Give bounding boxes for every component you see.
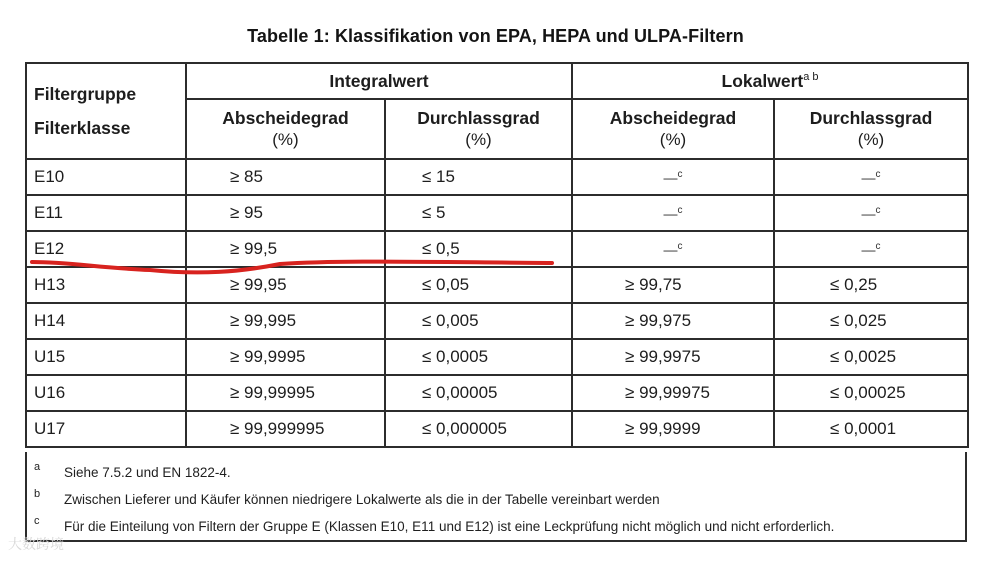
int-durchlassgrad-cell: ≤ 0,5	[385, 231, 572, 267]
int-abscheidegrad-cell: ≥ 99,9995	[186, 339, 385, 375]
int-durchlassgrad-cell: ≤ 0,005	[385, 303, 572, 339]
filter-class-cell: U16	[26, 375, 186, 411]
watermark: 大数跨境	[8, 536, 64, 552]
footnote-text: Zwischen Lieferer und Käufer können niedrigere Lokalwerte als die in der Tabelle vereinbart werden	[64, 492, 660, 507]
col-unit: (%)	[857, 130, 885, 149]
footnote-ref: c	[677, 204, 683, 216]
lok-abscheidegrad-cell: ≥ 99,9975	[572, 339, 774, 375]
dash-value: —	[861, 169, 876, 186]
int-abscheidegrad-cell: ≥ 99,5	[186, 231, 385, 267]
corner-line-filterklasse: Filterklasse	[34, 118, 131, 138]
footnote-mark: b	[34, 488, 41, 500]
table-row	[26, 159, 968, 195]
int-abscheidegrad-cell: ≥ 99,95	[186, 267, 385, 303]
lokalwert-footnote-ref: a b	[803, 70, 819, 83]
footnote-mark: a	[34, 461, 41, 473]
col-header-int-abscheidegrad	[186, 99, 385, 159]
dash-value: —	[663, 241, 678, 258]
int-durchlassgrad-cell: ≤ 5	[385, 195, 572, 231]
col-unit: (%)	[659, 130, 687, 149]
col-label: Abscheidegrad	[222, 108, 349, 128]
lok-abscheidegrad-cell	[572, 159, 774, 195]
lok-abscheidegrad-cell: ≥ 99,9999	[572, 411, 774, 447]
lok-durchlassgrad-cell: ≤ 0,025	[774, 303, 968, 339]
col-unit: (%)	[465, 130, 492, 149]
lok-abscheidegrad-cell: ≥ 99,75	[572, 267, 774, 303]
col-header-lok-abscheidegrad	[572, 99, 774, 159]
footnote-ref: c	[875, 204, 881, 216]
table-row	[26, 339, 968, 375]
dash-value: —	[861, 241, 876, 258]
lok-abscheidegrad-cell	[572, 195, 774, 231]
table-row	[26, 195, 968, 231]
col-unit: (%)	[272, 130, 299, 149]
lok-durchlassgrad-cell: ≤ 0,0025	[774, 339, 968, 375]
table-title: Tabelle 1: Klassifikation von EPA, HEPA und ULPA-Filtern	[247, 26, 744, 46]
int-durchlassgrad-cell: ≤ 15	[385, 159, 572, 195]
int-abscheidegrad-cell: ≥ 99,999995	[186, 411, 385, 447]
filter-class-cell: E10	[26, 159, 186, 195]
int-durchlassgrad-cell: ≤ 0,00005	[385, 375, 572, 411]
dash-value: —	[663, 169, 678, 186]
integralwert-label: Integralwert	[329, 70, 429, 91]
corner-line-filtergruppe: Filtergruppe	[34, 84, 137, 104]
lok-abscheidegrad-cell: ≥ 99,99975	[572, 375, 774, 411]
footnote-mark: c	[34, 515, 40, 527]
footnote-ref: c	[875, 240, 881, 252]
lok-durchlassgrad-cell	[774, 231, 968, 267]
col-header-int-durchlassgrad	[385, 99, 572, 159]
col-label: Durchlassgrad	[809, 108, 933, 128]
footnote-ref: c	[677, 240, 683, 252]
lok-abscheidegrad-cell: ≥ 99,975	[572, 303, 774, 339]
filter-class-cell: E11	[26, 195, 186, 231]
table-row	[26, 267, 968, 303]
filter-class-cell: E12	[26, 231, 186, 267]
dash-value: —	[663, 205, 678, 222]
int-durchlassgrad-cell: ≤ 0,0005	[385, 339, 572, 375]
filter-class-cell: H14	[26, 303, 186, 339]
lok-durchlassgrad-cell: ≤ 0,00025	[774, 375, 968, 411]
footnote-text: Siehe 7.5.2 und EN 1822-4.	[64, 465, 231, 480]
corner-header	[26, 63, 186, 159]
lok-durchlassgrad-cell	[774, 195, 968, 231]
dash-value: —	[861, 205, 876, 222]
col-header-lok-durchlassgrad	[774, 99, 968, 159]
table-row	[26, 231, 968, 267]
footnote-ref: c	[875, 168, 881, 180]
table-row	[26, 411, 968, 447]
int-abscheidegrad-cell: ≥ 99,995	[186, 303, 385, 339]
lok-durchlassgrad-cell	[774, 159, 968, 195]
col-label: Durchlassgrad	[417, 108, 540, 128]
footnote-text: Für die Einteilung von Filtern der Gruppe E (Klassen E10, E11 und E12) ist eine Leckprüfung nicht möglich und nicht erforderlich.	[64, 519, 835, 534]
classification-table	[25, 62, 967, 448]
filter-class-cell: U17	[26, 411, 186, 447]
footnote-ref: c	[677, 168, 683, 180]
group-header-integralwert	[186, 63, 572, 99]
int-durchlassgrad-cell: ≤ 0,000005	[385, 411, 572, 447]
lok-durchlassgrad-cell: ≤ 0,25	[774, 267, 968, 303]
int-durchlassgrad-cell: ≤ 0,05	[385, 267, 572, 303]
footnotes	[25, 452, 967, 542]
group-header-lokalwert	[572, 63, 968, 99]
int-abscheidegrad-cell: ≥ 85	[186, 159, 385, 195]
filter-class-cell: U15	[26, 339, 186, 375]
lok-durchlassgrad-cell: ≤ 0,0001	[774, 411, 968, 447]
col-label: Abscheidegrad	[609, 108, 737, 128]
table-row	[26, 303, 968, 339]
filter-class-cell: H13	[26, 267, 186, 303]
int-abscheidegrad-cell: ≥ 95	[186, 195, 385, 231]
table-row	[26, 375, 968, 411]
int-abscheidegrad-cell: ≥ 99,99995	[186, 375, 385, 411]
lokalwert-label: Lokalwert	[721, 70, 804, 91]
lok-abscheidegrad-cell	[572, 231, 774, 267]
